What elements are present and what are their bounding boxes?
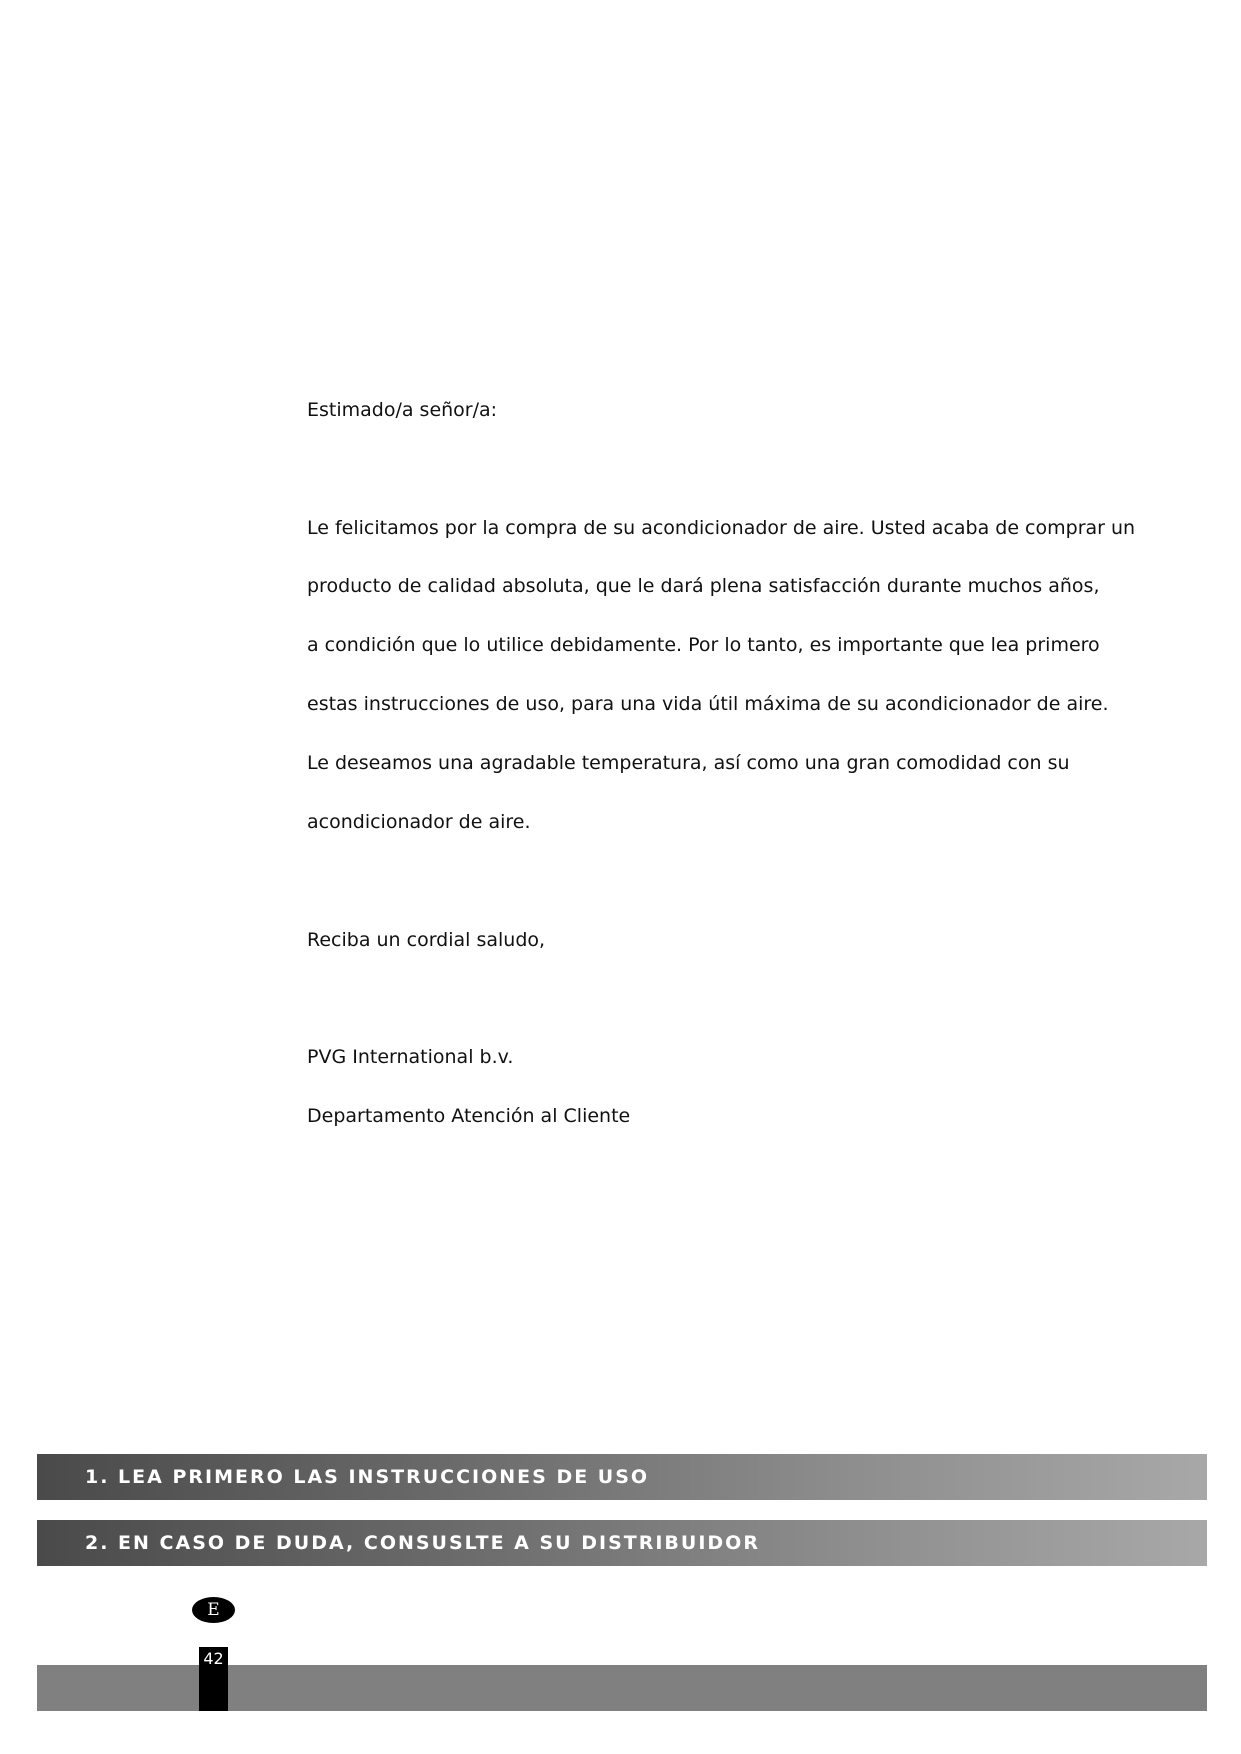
- body-line: Le deseamos una agradable temperatura, así como una gran comodidad con su: [307, 752, 1070, 774]
- department-name: Departamento Atención al Cliente: [307, 1105, 631, 1127]
- salutation: Estimado/a señor/a:: [307, 399, 498, 421]
- company-name: PVG International b.v.: [307, 1046, 514, 1068]
- body-line: producto de calidad absoluta, que le dará plena satisfacción durante muchos años,: [307, 575, 1100, 597]
- closing: Reciba un cordial saludo,: [307, 929, 546, 951]
- instruction-banner-1: 1. LEA PRIMERO LAS INSTRUCCIONES DE USO: [37, 1454, 1207, 1500]
- body-line: a condición que lo utilice debidamente. Por lo tanto, es importante que lea primero: [307, 634, 1100, 656]
- body-line: estas instrucciones de uso, para una vida útil máxima de su acondicionador de aire.: [307, 693, 1109, 715]
- page-number: 42: [199, 1647, 228, 1711]
- language-badge: E: [192, 1597, 235, 1623]
- instruction-banner-2: 2. EN CASO DE DUDA, CONSUSLTE A SU DISTRIBUIDOR: [37, 1520, 1207, 1566]
- body-line: acondicionador de aire.: [307, 811, 531, 833]
- body-line: Le felicitamos por la compra de su acondicionador de aire. Usted acaba de comprar un: [307, 517, 1136, 539]
